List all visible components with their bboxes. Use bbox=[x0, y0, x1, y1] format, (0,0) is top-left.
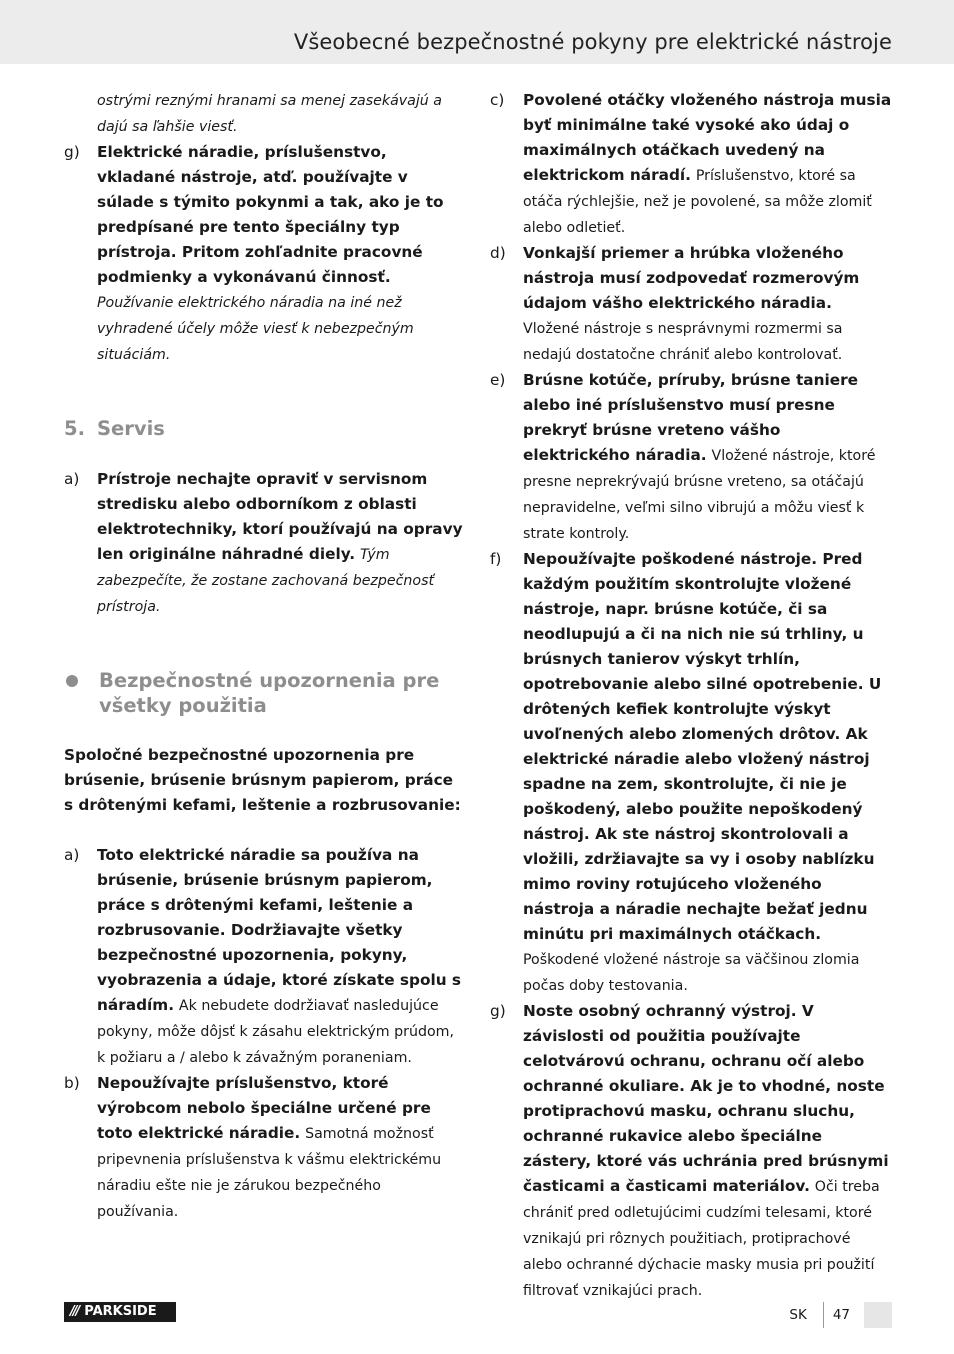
item-label: g) bbox=[490, 1002, 506, 1020]
list-item-g bbox=[490, 999, 892, 1304]
item-italic-text: Používanie elektrického náradia na iné než vyhradené účely môže viesť k nebezpečným situáciám. bbox=[97, 295, 414, 363]
item-label: e) bbox=[490, 371, 506, 389]
item-normal-text: Oči treba chrániť pred odletujúcimi cudzími telesami, ktoré vznikajú pri rôznych použitiach, protiprachové alebo ochranné dýchacie masky musia pri použití filtrovať vznikajúci prach. bbox=[523, 1179, 880, 1299]
list-item bbox=[64, 88, 464, 140]
page-title: Všeobecné bezpečnostné pokyny pre elektrické nástroje bbox=[293, 30, 892, 54]
item-italic-text: Tým zabezpečíte, že zostane zachovaná bezpečnosť prístroja. bbox=[97, 547, 435, 615]
item-label: a) bbox=[64, 846, 80, 864]
list-item-c bbox=[490, 88, 892, 241]
list-item-f bbox=[490, 547, 892, 999]
page-footer bbox=[789, 1302, 892, 1328]
footer-divider bbox=[823, 1302, 824, 1328]
parkside-logo bbox=[64, 1302, 176, 1322]
section-number: 5. bbox=[64, 417, 85, 440]
item-bold-text: Prístroje nechajte opraviť v servisnom stredisku alebo odborníkom z oblasti elektrotechniky, ktorí používajú na opravy len originálne náhradné diely. bbox=[97, 470, 463, 563]
item-normal-text: Vložené nástroje, ktoré presne neprekrývajú brúsne vreteno, sa otáčajú nepravidelne, veľmi silno vibrujú a môžu viesť k strate kontroly. bbox=[523, 448, 876, 542]
section-title: Servis bbox=[97, 417, 165, 440]
item-label: g) bbox=[64, 143, 80, 161]
item-label: b) bbox=[64, 1074, 80, 1092]
list-item-b bbox=[64, 1071, 464, 1225]
list-item-a bbox=[64, 843, 464, 1071]
section-title: Bezpečnostné upozornenia pre všetky použitia bbox=[99, 669, 440, 717]
item-label: c) bbox=[490, 91, 505, 109]
item-normal-text: Poškodené vložené nástroje sa väčšinou zlomia počas doby testovania. bbox=[523, 952, 860, 994]
item-bold-text: Brúsne kotúče, príruby, brúsne taniere alebo iné príslušenstvo musí presne prekryť brúsne vreteno vášho elektrického náradia. bbox=[523, 371, 859, 464]
item-bold-text: Elektrické náradie, príslušenstvo, vkladané nástroje, atď. používajte v súlade s týmito pokynmi a tak, ako je to predpísané pre tento špeciálny typ prístroja. Pritom zohľadnite pracovné podmienky a vykonávanú činnosť. bbox=[97, 143, 444, 286]
logo-slashes: /// bbox=[70, 1304, 79, 1319]
item-bold-text: Nepoužívajte príslušenstvo, ktoré výrobcom nebolo špeciálne určené pre toto elektrické náradie. bbox=[97, 1074, 431, 1142]
list-item-servis-a bbox=[64, 467, 464, 620]
right-column bbox=[490, 88, 892, 1304]
item-bold-text: Noste osobný ochranný výstroj. V závislosti od použitia používajte celotvárovú ochranu, ochranu očí alebo ochranné okuliare. Ak je to vhodné, noste protiprachovú masku, ochranu sluchu, ochranné rukavice alebo špeciálne zástery, ktoré vás uchránia pred brúsnymi časticami a časticami materiálov. bbox=[523, 1002, 889, 1195]
bullet-icon bbox=[66, 675, 78, 687]
item-normal-text: Ak nebudete dodržiavať nasledujúce pokyny, môže dôjsť k zásahu elektrickým prúdom, k požiaru a / alebo k závažným poraneniam. bbox=[97, 998, 454, 1066]
item-bold-text: Vonkajší priemer a hrúbka vloženého nástroja musí zodpovedať rozmerovým údajom vášho elektrického náradia. bbox=[523, 244, 860, 312]
item-label: d) bbox=[490, 244, 506, 262]
item-normal-text: Vložené nástroje s nesprávnymi rozmermi sa nedajú dostatočne chrániť alebo kontrolovať. bbox=[523, 321, 843, 363]
item-label: a) bbox=[64, 470, 80, 488]
item-bold-text: Nepoužívajte poškodené nástroje. Pred každým použitím skontrolujte vložené nástroje, napr. brúsne kotúče, či sa neodlupujú a či na nich nie sú trhliny, u brúsnych tanierov výskyt trhlín, opotrebovanie alebo silné opotrebenie. U drôtených kefiek kontrolujte výskyt uvoľnených alebo zlomených drôtov. Ak elektrické náradie alebo vložený nástroj spadne na zem, skontrolujte, či nie je poškodený, alebo použite nepoškodený nástroj. Ak ste nástroj skontrolovali a vložili, zdržiavajte sa vy i osoby nablízku mimo roviny rotujúceho vloženého nástroja a náradie nechajte bežať jednu minútu pri maximálnych otáčkach. bbox=[523, 550, 882, 943]
item-normal-text: Príslušenstvo, ktoré sa otáča rýchlejšie, než je povolené, sa môže zlomiť alebo odletieť. bbox=[523, 168, 872, 236]
continuation-text: ostrými reznými hranami sa menej zasekávajú a dajú sa ľahšie viesť. bbox=[97, 93, 442, 135]
item-bold-text: Povolené otáčky vloženého nástroja musia byť minimálne také vysoké ako údaj o maximálnych otáčkach uvedený na elektrickom náradí. bbox=[523, 91, 892, 184]
page-number: 47 bbox=[832, 1307, 850, 1323]
page-tab bbox=[864, 1302, 892, 1328]
item-label: f) bbox=[490, 550, 502, 568]
item-bold-text: Toto elektrické náradie sa používa na brúsenie, brúsenie brúsnym papierom, práce s drôtenými kefami, leštenie a rozbrusovanie. Dodržiavajte všetky bezpečnostné upozornenia, pokyny, vyobrazenia a údaje, ktoré získate spolu s náradím. bbox=[97, 846, 462, 1014]
list-item-e bbox=[490, 368, 892, 547]
left-column bbox=[64, 88, 464, 1225]
list-item-d bbox=[490, 241, 892, 368]
list-item-g bbox=[64, 140, 464, 368]
language-code: SK bbox=[789, 1307, 807, 1323]
intro-paragraph: Spoločné bezpečnostné upozornenia pre brúsenie, brúsenie brúsnym papierom, práce s drôtenými kefami, leštenie a rozbrusovanie: bbox=[64, 746, 461, 814]
section-heading-servis bbox=[64, 416, 464, 441]
section-heading-safety bbox=[64, 668, 464, 718]
logo-text: PARKSIDE bbox=[84, 1304, 157, 1319]
item-normal-text: Samotná možnosť pripevnenia príslušenstva k vášmu elektrickému náradiu ešte nie je zárukou bezpečného používania. bbox=[97, 1126, 442, 1220]
page-header bbox=[0, 0, 954, 64]
